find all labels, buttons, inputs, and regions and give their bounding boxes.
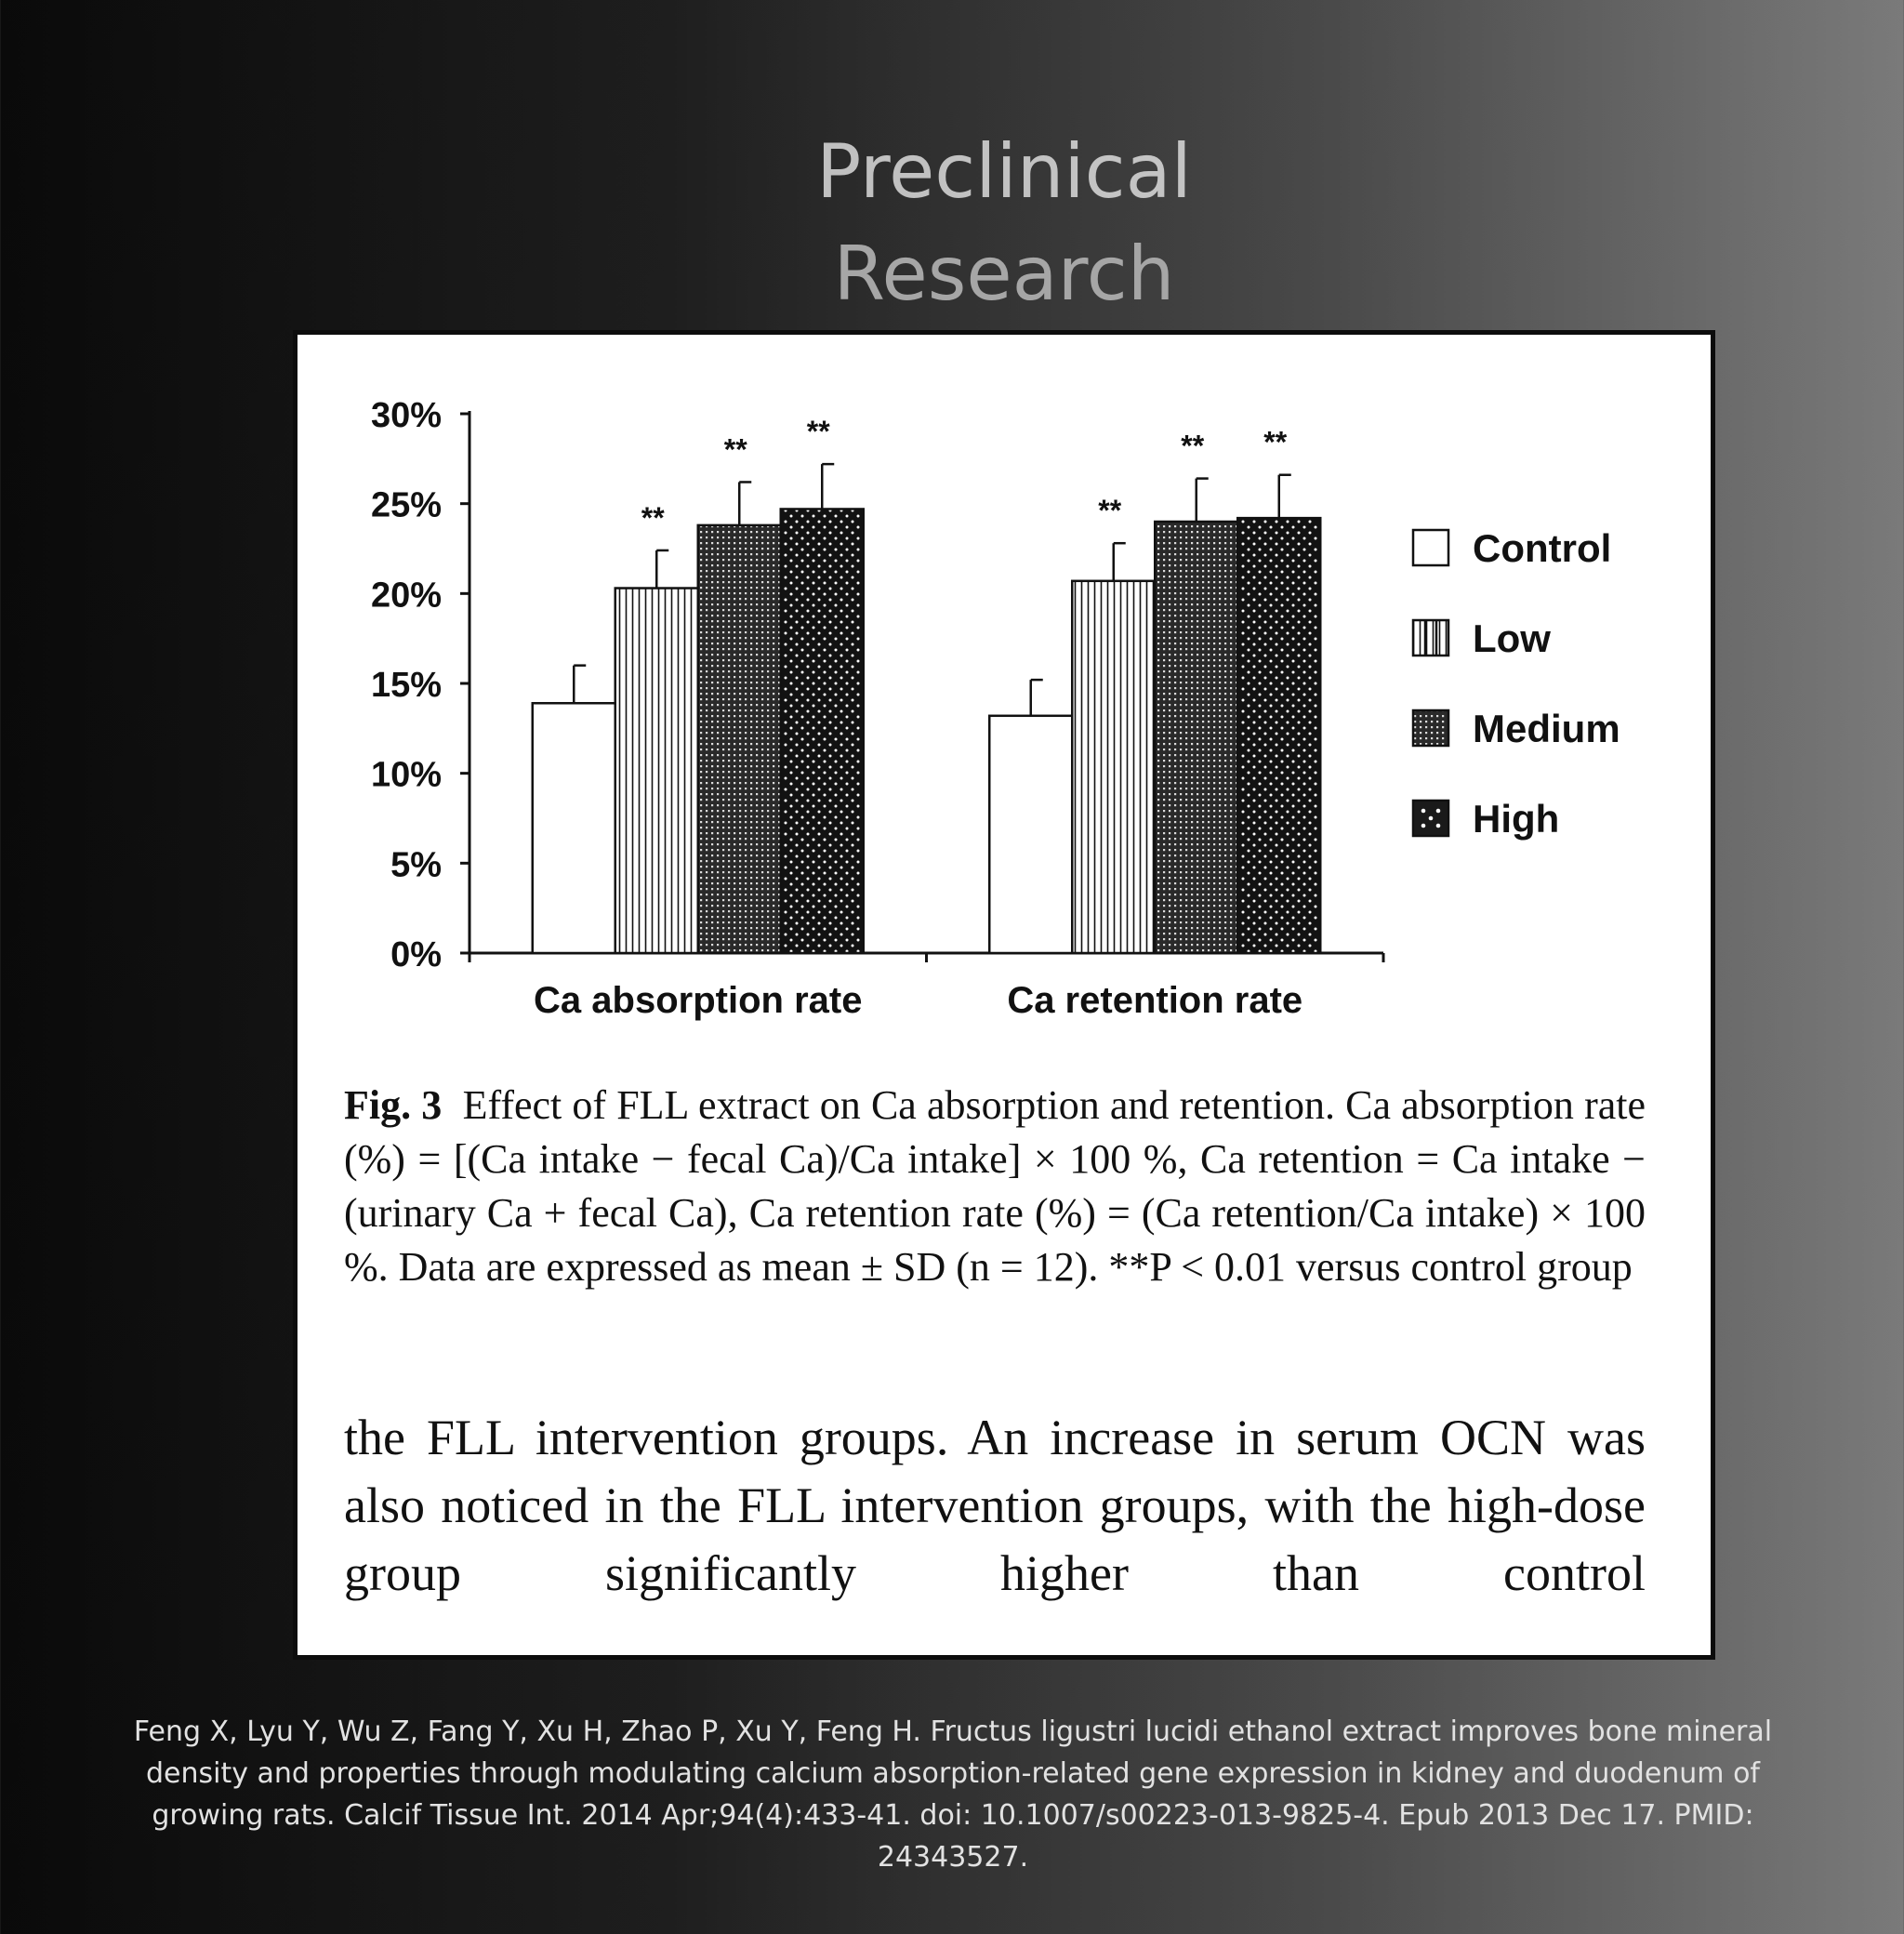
y-tick-label: 20% — [370, 576, 442, 616]
y-tick-label: 5% — [390, 845, 442, 885]
y-tick-label: 25% — [370, 485, 442, 525]
y-tick-label: 0% — [390, 935, 442, 974]
bar-low-absorption — [615, 589, 698, 953]
significance-marker: ** — [723, 432, 747, 467]
page-title-line1: Preclinical — [0, 121, 1904, 223]
significance-marker: ** — [1181, 429, 1205, 463]
x-category-label: Ca retention rate — [1007, 980, 1303, 1021]
y-tick-label: 10% — [370, 755, 442, 795]
legend-swatch-dot — [1436, 824, 1441, 828]
legend-label-high: High — [1473, 797, 1560, 841]
legend-swatch-dot — [1429, 816, 1434, 821]
legend-swatch-dot — [1436, 809, 1441, 814]
figure-caption-text: Effect of FLL extract on Ca absorption and retention. Ca absorption rate (%) = [(Ca intake − fecal Ca)/Ca intake] × 100 %, Ca retention = Ca intake − (urinary Ca + fecal Ca), Ca retention rate (%) = (Ca retention/Ca intake) × 100 %. Data are expressed as mean ± SD (n = 12). **P < 0.01 versus control group — [344, 1082, 1646, 1290]
significance-marker: ** — [806, 415, 830, 449]
bar-chart — [298, 335, 1711, 1079]
figure-caption-label: Fig. 3 — [344, 1082, 443, 1128]
bar-high-retention — [1237, 518, 1320, 953]
bar-low-retention — [1072, 581, 1155, 953]
figure-card — [293, 330, 1715, 1660]
page-title-line2: Research — [833, 231, 1175, 317]
legend-swatch-dot — [1421, 824, 1426, 828]
bar-medium-retention — [1155, 522, 1237, 953]
legend-swatch-low — [1413, 620, 1448, 656]
legend-swatch-dot — [1421, 809, 1426, 814]
significance-marker: ** — [641, 500, 665, 535]
x-category-label: Ca absorption rate — [534, 980, 863, 1021]
y-tick-label: 15% — [370, 666, 442, 705]
significance-marker: ** — [1098, 494, 1122, 528]
page-title — [0, 121, 1904, 325]
legend-label-low: Low — [1473, 616, 1551, 660]
legend-label-medium: Medium — [1473, 707, 1620, 750]
bar-medium-absorption — [698, 525, 781, 953]
legend-swatch-control — [1413, 530, 1448, 565]
bar-control-retention — [989, 716, 1072, 953]
y-tick-label: 30% — [370, 396, 442, 435]
figure-caption — [344, 1079, 1646, 1294]
citation: Feng X, Lyu Y, Wu Z, Fang Y, Xu H, Zhao P, Xu Y, Feng H. Fructus ligustri lucidi ethanol extract improves bone mineral density and properties through modulating calcium absorption-related gene expression in kidney and duodenum of growing rats. Calcif Tissue Int. 2014 Apr;94(4):433-41. doi: 10.1007/s00223-013-9825-4. Epub 2013 Dec 17. PMID: 24343527. — [133, 1715, 1773, 1874]
bar-high-absorption — [781, 509, 864, 953]
legend-label-control: Control — [1473, 526, 1612, 570]
significance-marker: ** — [1263, 425, 1288, 459]
bar-control-absorption — [533, 703, 615, 953]
article-body-text: the FLL intervention groups. An increase in serum OCN was also noticed in the FLL intervention groups, with the high-dose group significantly higher than control — [344, 1410, 1646, 1601]
legend-swatch-medium — [1413, 710, 1448, 746]
